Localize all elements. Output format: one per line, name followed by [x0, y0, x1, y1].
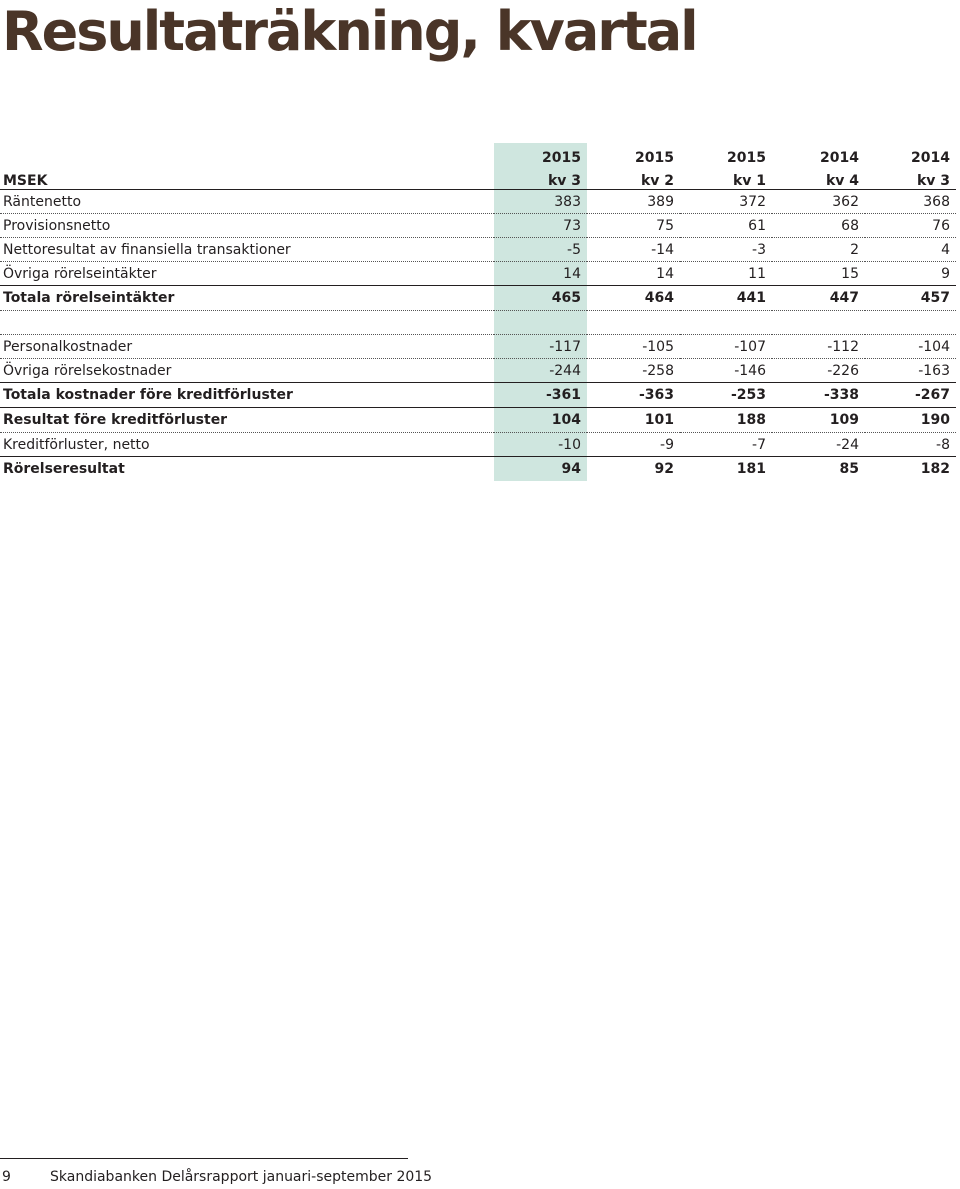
cell-value: 362: [772, 190, 865, 214]
cell-value: 94: [561, 461, 581, 477]
cell-value: 73: [494, 214, 587, 238]
table-row: [0, 214, 956, 238]
row-label: Nettoresultat av finansiella transaktioner: [0, 238, 494, 262]
cell-value: -267: [865, 383, 956, 408]
column-quarter: kv 3: [494, 166, 587, 190]
cell-value: -5: [494, 238, 587, 262]
cell-value: 61: [680, 214, 772, 238]
column-year: 2015: [542, 150, 581, 166]
row-label: Kreditförluster, netto: [0, 433, 494, 457]
column-year: 2015: [635, 150, 674, 166]
cell-value: 372: [680, 190, 772, 214]
cell-value: 92: [654, 461, 674, 477]
cell-value: -146: [680, 359, 772, 383]
spacer-row: [0, 311, 956, 335]
footer-divider: [0, 1158, 408, 1159]
row-label: Övriga rörelsekostnader: [0, 359, 494, 383]
cell-value: -338: [772, 383, 865, 408]
table-row: [0, 433, 956, 457]
cell-value: 441: [680, 286, 772, 311]
cell-value: 4: [865, 238, 956, 262]
cell-value: -9: [587, 433, 680, 457]
cell-value: -7: [680, 433, 772, 457]
row-label: Provisionsnetto: [0, 214, 494, 238]
row-label: Totala kostnader före kreditförluster: [0, 383, 494, 408]
cell-value: -105: [587, 335, 680, 359]
row-label: Personalkostnader: [0, 335, 494, 359]
cell-value: 109: [772, 408, 865, 433]
table-row-total: [0, 286, 956, 311]
cell-value: -10: [494, 433, 587, 457]
cell-value: 182: [920, 461, 950, 477]
cell-value: -258: [587, 359, 680, 383]
cell-value: -107: [680, 335, 772, 359]
header-row-years: [0, 145, 956, 166]
column-year: 2015: [727, 150, 766, 166]
cell-value: 389: [587, 190, 680, 214]
row-label: Räntenetto: [0, 190, 494, 214]
column-quarter: kv 3: [865, 166, 956, 190]
column-quarter: kv 1: [680, 166, 772, 190]
cell-value: 188: [680, 408, 772, 433]
cell-value: 181: [736, 461, 766, 477]
cell-value: -163: [865, 359, 956, 383]
table-row-total: [0, 383, 956, 408]
table-row: [0, 359, 956, 383]
income-statement-table: [0, 145, 956, 481]
cell-value: 76: [865, 214, 956, 238]
cell-value: -112: [772, 335, 865, 359]
footer-text: Skandiabanken Delårsrapport januari-september 2015: [50, 1169, 433, 1185]
row-label: Resultat före kreditförluster: [0, 408, 494, 433]
cell-value: -104: [865, 335, 956, 359]
column-quarter: kv 2: [587, 166, 680, 190]
cell-value: 104: [494, 408, 587, 433]
column-quarter: kv 4: [772, 166, 865, 190]
cell-value: 14: [587, 262, 680, 286]
page-footer: [2, 1168, 432, 1186]
page-title: Resultaträkning, kvartal: [2, 0, 697, 63]
cell-value: 447: [772, 286, 865, 311]
cell-value: 190: [865, 408, 956, 433]
row-label: Övriga rörelseintäkter: [0, 262, 494, 286]
row-label: Totala rörelseintäkter: [0, 286, 494, 311]
cell-value: 75: [587, 214, 680, 238]
table-row: [0, 238, 956, 262]
cell-value: -8: [865, 433, 956, 457]
cell-value: 14: [494, 262, 587, 286]
cell-value: -244: [494, 359, 587, 383]
cell-value: -3: [680, 238, 772, 262]
cell-value: 9: [865, 262, 956, 286]
column-year: 2014: [911, 150, 950, 166]
cell-value: -226: [772, 359, 865, 383]
cell-value: 383: [494, 190, 587, 214]
table-row-result: [0, 457, 956, 482]
cell-value: 368: [865, 190, 956, 214]
cell-value: -24: [772, 433, 865, 457]
cell-value: 85: [839, 461, 859, 477]
table-row: [0, 335, 956, 359]
cell-value: 2: [772, 238, 865, 262]
page-number: 9: [2, 1169, 11, 1185]
cell-value: -363: [587, 383, 680, 408]
table-row: [0, 190, 956, 214]
cell-value: -361: [494, 383, 587, 408]
cell-value: 457: [865, 286, 956, 311]
table-row: [0, 262, 956, 286]
cell-value: 101: [587, 408, 680, 433]
table-row-subtotal: [0, 408, 956, 433]
unit-label: MSEK: [0, 166, 494, 190]
cell-value: -14: [587, 238, 680, 262]
cell-value: 68: [772, 214, 865, 238]
cell-value: -117: [494, 335, 587, 359]
row-label: Rörelseresultat: [3, 461, 125, 477]
cell-value: -253: [680, 383, 772, 408]
cell-value: 465: [494, 286, 587, 311]
column-year: 2014: [820, 150, 859, 166]
cell-value: 11: [680, 262, 772, 286]
cell-value: 464: [587, 286, 680, 311]
header-row-quarters: [0, 166, 956, 190]
cell-value: 15: [772, 262, 865, 286]
